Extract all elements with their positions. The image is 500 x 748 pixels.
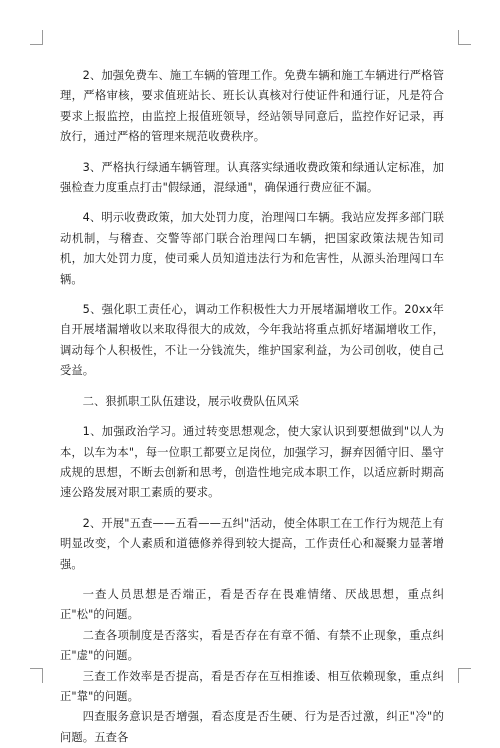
- paragraph-check-two: 二查各项制度是否落实，看是否存在有章不循、有禁不止现象，重点纠正"虚"的问题。: [60, 628, 444, 663]
- paragraph-political-study: 1、加强政治学习。通过转变思想观念，使大家认识到要想做到"以人为本，以车为本"，每一位职工都要立足岗位，加强学习，摒弃因循守旧、墨守成规的思想，不断去创新和思考，创造性地完成本职工作，以适应新时期高速公路发展对职工素质的要求。: [60, 425, 444, 500]
- document-body: [60, 66, 444, 748]
- paragraph-check-four: 四查服务意识是否增强，看态度是否生硬、行为是否过激，纠正"冷"的问题。五查各: [60, 710, 444, 744]
- crop-mark-top-right: [458, 30, 471, 45]
- paragraph-green-channel-management: 3、严格执行绿通车辆管理。认真落实绿通收费政策和绿通认定标准，加强检查力度重点打击"假绿通，混绿通"，确保通行费应征不漏。: [60, 160, 444, 195]
- paragraph-toll-policy: 4、明示收费政策，加大处罚力度，治理闯口车辆。我站应发挥多部门联动机制，与稽查、交警等部门联合治理闯口车辆，把国家政策法规告知司机，加大处罚力度，使司乘人员知道违法行为和危害性，从源头治理闯口车辆。: [60, 211, 444, 286]
- paragraph-check-one: 一查人员思想是否端正，看是否存在畏难情绪、厌战思想，重点纠正"松"的问题。: [60, 587, 444, 622]
- paragraph-five-checks-activity: 2、开展"五查——五看——五纠"活动，使全体职工在工作行为规范上有明显改变，个人素质和道德修养得到较大提高，工作责任心和凝聚力显著增强。: [60, 516, 444, 571]
- crop-mark-top-left: [30, 30, 43, 45]
- section-heading-team-building: 二、狠抓职工队伍建设，展示收费队伍风采: [82, 394, 300, 408]
- paragraph-staff-responsibility: 5、强化职工责任心，调动工作积极性大力开展堵漏增收工作。20xx年自开展堵漏增收以来取得很大的成效，今年我站将重点抓好堵漏增收工作，调动每个人积极性，不让一分钱流失，维护国家利益，为公司创收，使自己受益。: [60, 303, 444, 378]
- crop-mark-bottom-right: [458, 668, 471, 683]
- paragraph-check-three: 三查工作效率是否提高，看是否存在互相推诿、相互依赖现象，重点纠正"靠"的问题。: [60, 669, 444, 703]
- crop-mark-bottom-left: [30, 668, 43, 683]
- paragraph-free-vehicle-management: 2、加强免费车、施工车辆的管理工作。免费车辆和施工车辆进行严格管理，严格审核，要求值班站长、班长认真核对行使证件和通行证，凡是符合要求上报监控，由监控上报值班领导，经站领导同意后，监控作好记录，再放行，通过严格的管理来规范收费秩序。: [60, 69, 444, 144]
